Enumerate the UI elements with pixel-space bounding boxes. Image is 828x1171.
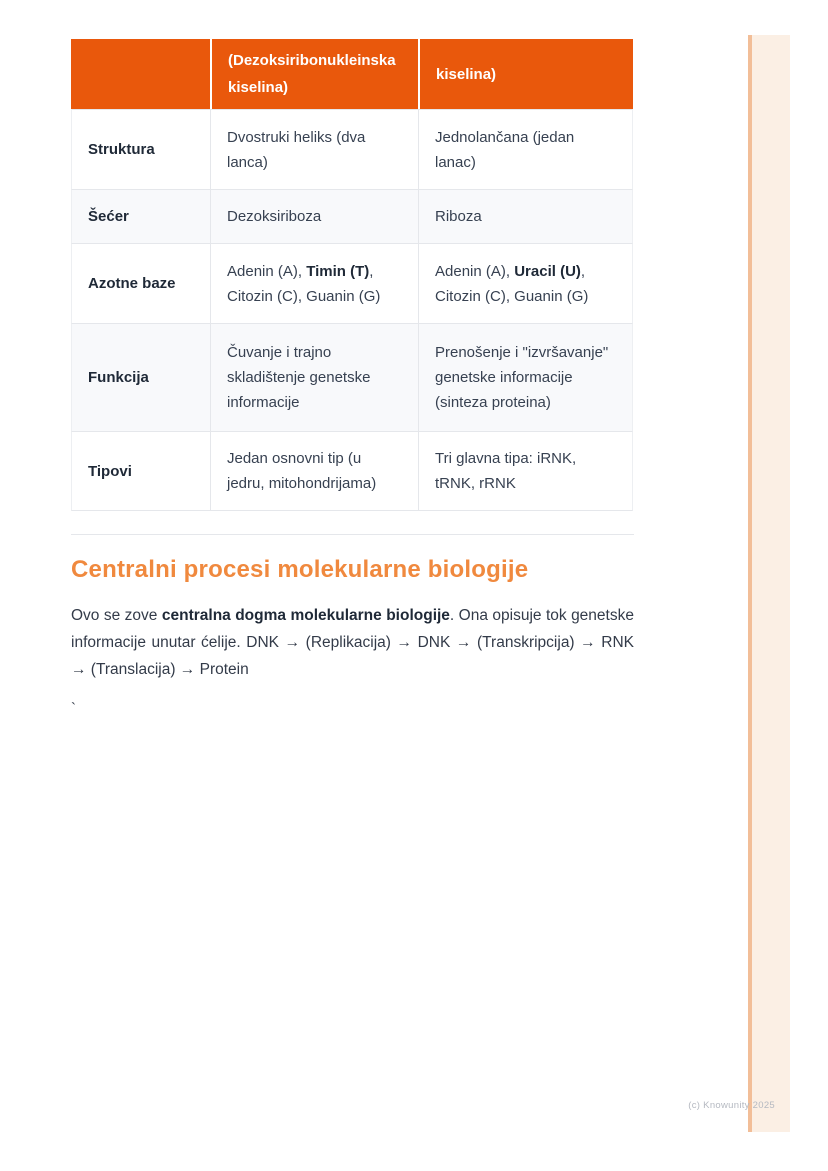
row-label: Šećer bbox=[71, 189, 210, 243]
row-label: Tipovi bbox=[71, 431, 210, 511]
table-row-azotne-baze bbox=[71, 243, 633, 323]
cell-text: Prenošenje i "izvršavanje" genetske informacije (sinteza proteina) bbox=[435, 344, 609, 411]
cell-text: Čuvanje i trajno skladištenje genetske informacije bbox=[227, 344, 371, 411]
header-cell-dnk: (Dezoksiribonukleinska kiselina) bbox=[210, 39, 418, 109]
paragraph-text-bold: centralna dogma molekularne biologije bbox=[161, 607, 450, 624]
dnk-rnk-comparison-table bbox=[71, 39, 633, 511]
cell-rnk bbox=[418, 109, 633, 189]
cell-text: Adenin (A), bbox=[227, 262, 307, 280]
page-edge-stripe bbox=[748, 35, 790, 1132]
copyright-notice: (c) Knowunity 2025 bbox=[688, 1100, 775, 1111]
cell-dnk bbox=[210, 323, 418, 431]
cell-dnk bbox=[210, 243, 418, 323]
stray-backtick-character: ` bbox=[71, 700, 76, 717]
cell-text-bold: Timin (T) bbox=[306, 262, 370, 280]
cell-text: Tri glavna tipa: iRNK, tRNK, rRNK bbox=[435, 450, 577, 492]
header-cell-rnk: kiselina) bbox=[418, 39, 633, 109]
table-row-secer bbox=[71, 189, 633, 243]
cell-rnk bbox=[418, 243, 633, 323]
row-label: Funkcija bbox=[71, 323, 210, 431]
table-row-funkcija bbox=[71, 323, 633, 431]
cell-text: , Citozin (C), Guanin (G) bbox=[227, 262, 381, 305]
dnk-rnk-comparison-table-container bbox=[71, 39, 633, 511]
cell-dnk bbox=[210, 431, 418, 511]
section-heading: Centralni procesi molekularne biologije bbox=[71, 556, 529, 583]
table-row-struktura bbox=[71, 109, 633, 189]
paragraph-text: . Ona opisuje tok genetske informacije unutar ćelije. DNK → (Replikacija) → DNK → (Transkripcija) → RNK → (Translacija) → Protein bbox=[71, 607, 634, 678]
cell-text: Dezoksiriboza bbox=[227, 208, 322, 225]
cell-rnk bbox=[418, 431, 633, 511]
section-paragraph bbox=[71, 602, 634, 683]
row-label: Struktura bbox=[71, 109, 210, 189]
cell-text: Jednolančana (jedan lanac) bbox=[435, 128, 575, 171]
cell-rnk bbox=[418, 189, 633, 243]
cell-text-bold: Uracil (U) bbox=[514, 262, 581, 280]
row-label: Azotne baze bbox=[71, 243, 210, 323]
cell-dnk bbox=[210, 109, 418, 189]
table-row-tipovi bbox=[71, 431, 633, 511]
table-header-row bbox=[71, 39, 633, 109]
cell-text: Adenin (A), bbox=[435, 262, 515, 280]
cell-text: , Citozin (C), Guanin (G) bbox=[435, 262, 589, 305]
cell-text: Dvostruki heliks (dva lanca) bbox=[227, 128, 366, 171]
header-cell-empty bbox=[71, 39, 210, 109]
cell-rnk bbox=[418, 323, 633, 431]
cell-dnk bbox=[210, 189, 418, 243]
section-divider bbox=[71, 534, 634, 535]
cell-text: Riboza bbox=[435, 208, 482, 225]
paragraph-text: Ovo se zove bbox=[71, 607, 162, 624]
cell-text: Jedan osnovni tip (u jedru, mitohondrijama) bbox=[227, 450, 377, 492]
